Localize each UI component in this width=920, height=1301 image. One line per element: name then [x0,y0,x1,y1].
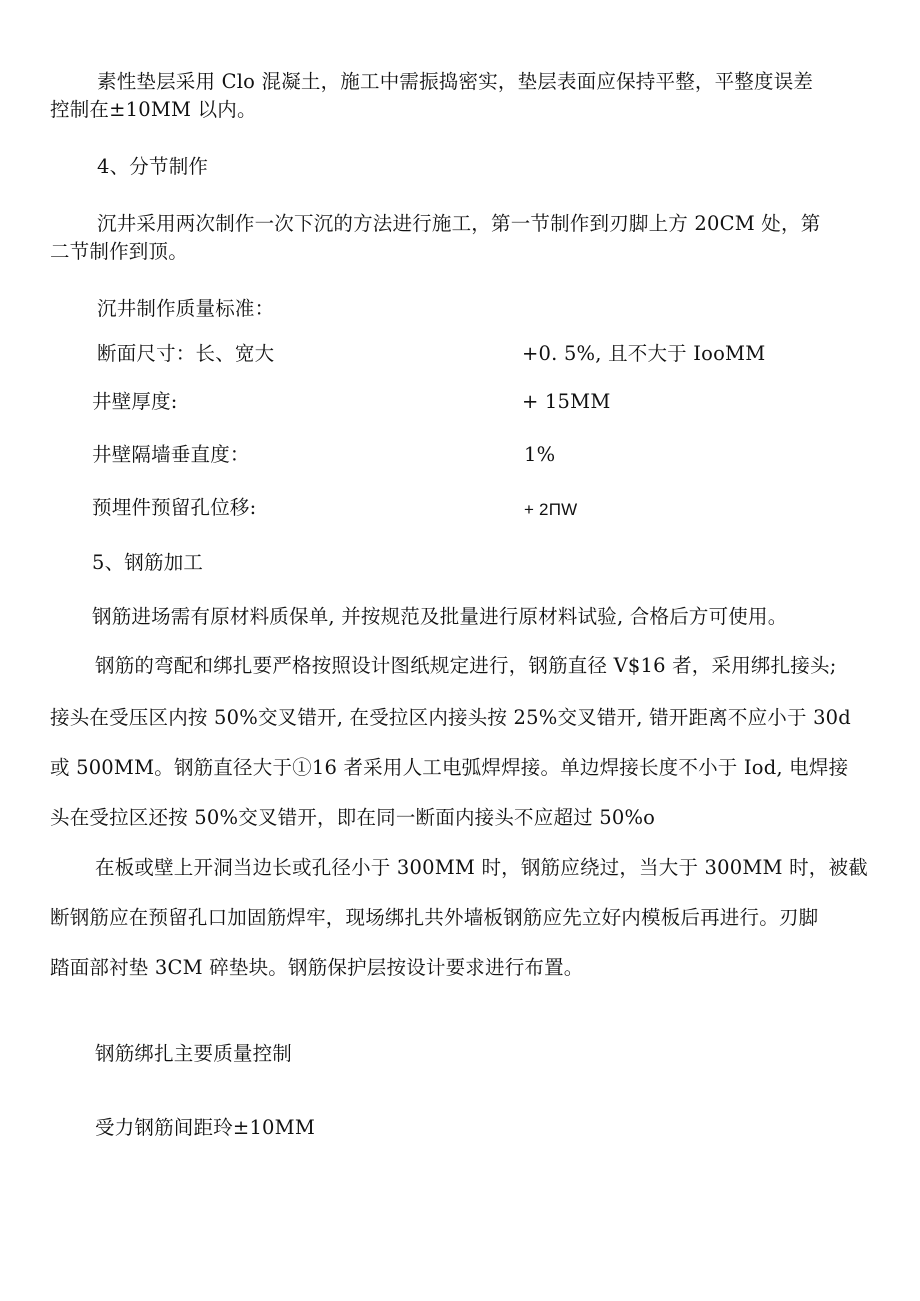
para2-line2: 二节制作到顶。 [50,240,188,263]
standard-value-3: + 2ΠW [524,500,578,519]
section-heading-5: 5、钢筋加工 [92,551,204,574]
para1-line1: 素性垫层采用 Clo 混凝土，施工中需振捣密实，垫层表面应保持平整，平整度误差 [97,70,814,93]
rebar-title: 钢筋绑扎主要质量控制 [95,1042,293,1065]
standard-label-0: 断面尺寸：长、宽大 [97,342,275,365]
standard-label-1: 井壁厚度: [92,390,178,413]
para5-line2: 断钢筋应在预留孔口加固筋焊牢，现场绑扎共外墙板钢筋应先立好内模板后再进行。刃脚 [50,906,819,929]
para5-line3: 踏面部衬垫 3CM 碎垫块。钢筋保护层按设计要求进行布置。 [50,956,584,979]
standard-label-3: 预埋件预留孔位移: [92,496,257,519]
para4-line4: 头在受拉区还按 50%交叉错开，即在同一断面内接头不应超过 50%o [50,806,656,829]
standard-value-0: +0. 5%, 且不大于 IooMM [522,342,766,365]
para4-line3: 或 500MM。钢筋直径大于①16 者采用人工电弧焊焊接。单边焊接长度不小于 Iod, 电焊接 [50,756,849,779]
rebar-spacing-item: 受力钢筋间距玲±10MM [95,1116,315,1139]
para2-line1: 沉井采用两次制作一次下沉的方法进行施工，第一节制作到刃脚上方 20CM 处，第 [97,212,821,235]
para4-line2: 接头在受压区内按 50%交叉错开, 在受拉区内接头按 25%交叉错开, 错开距离不应小于 30d [50,706,851,729]
para3: 钢筋进场需有原材料质保单, 并按规范及批量进行原材料试验, 合格后方可使用。 [92,605,788,628]
standard-title: 沉井制作质量标准： [97,297,275,320]
para5-line1: 在板或壁上开洞当边长或孔径小于 300MM 时，钢筋应绕过，当大于 300MM 时，被截 [95,856,868,879]
para4-line1: 钢筋的弯配和绑扎要严格按照设计图纸规定进行，钢筋直径 V$16 者，采用绑扎接头; [95,654,837,677]
standard-label-2: 井壁隔墙垂直度： [92,443,250,466]
standard-value-2: 1% [524,443,556,466]
section-heading-4: 4、分节制作 [97,155,209,178]
standard-value-1: + 15MM [522,390,611,413]
para1-line2: 控制在±10MM 以内。 [50,98,257,121]
